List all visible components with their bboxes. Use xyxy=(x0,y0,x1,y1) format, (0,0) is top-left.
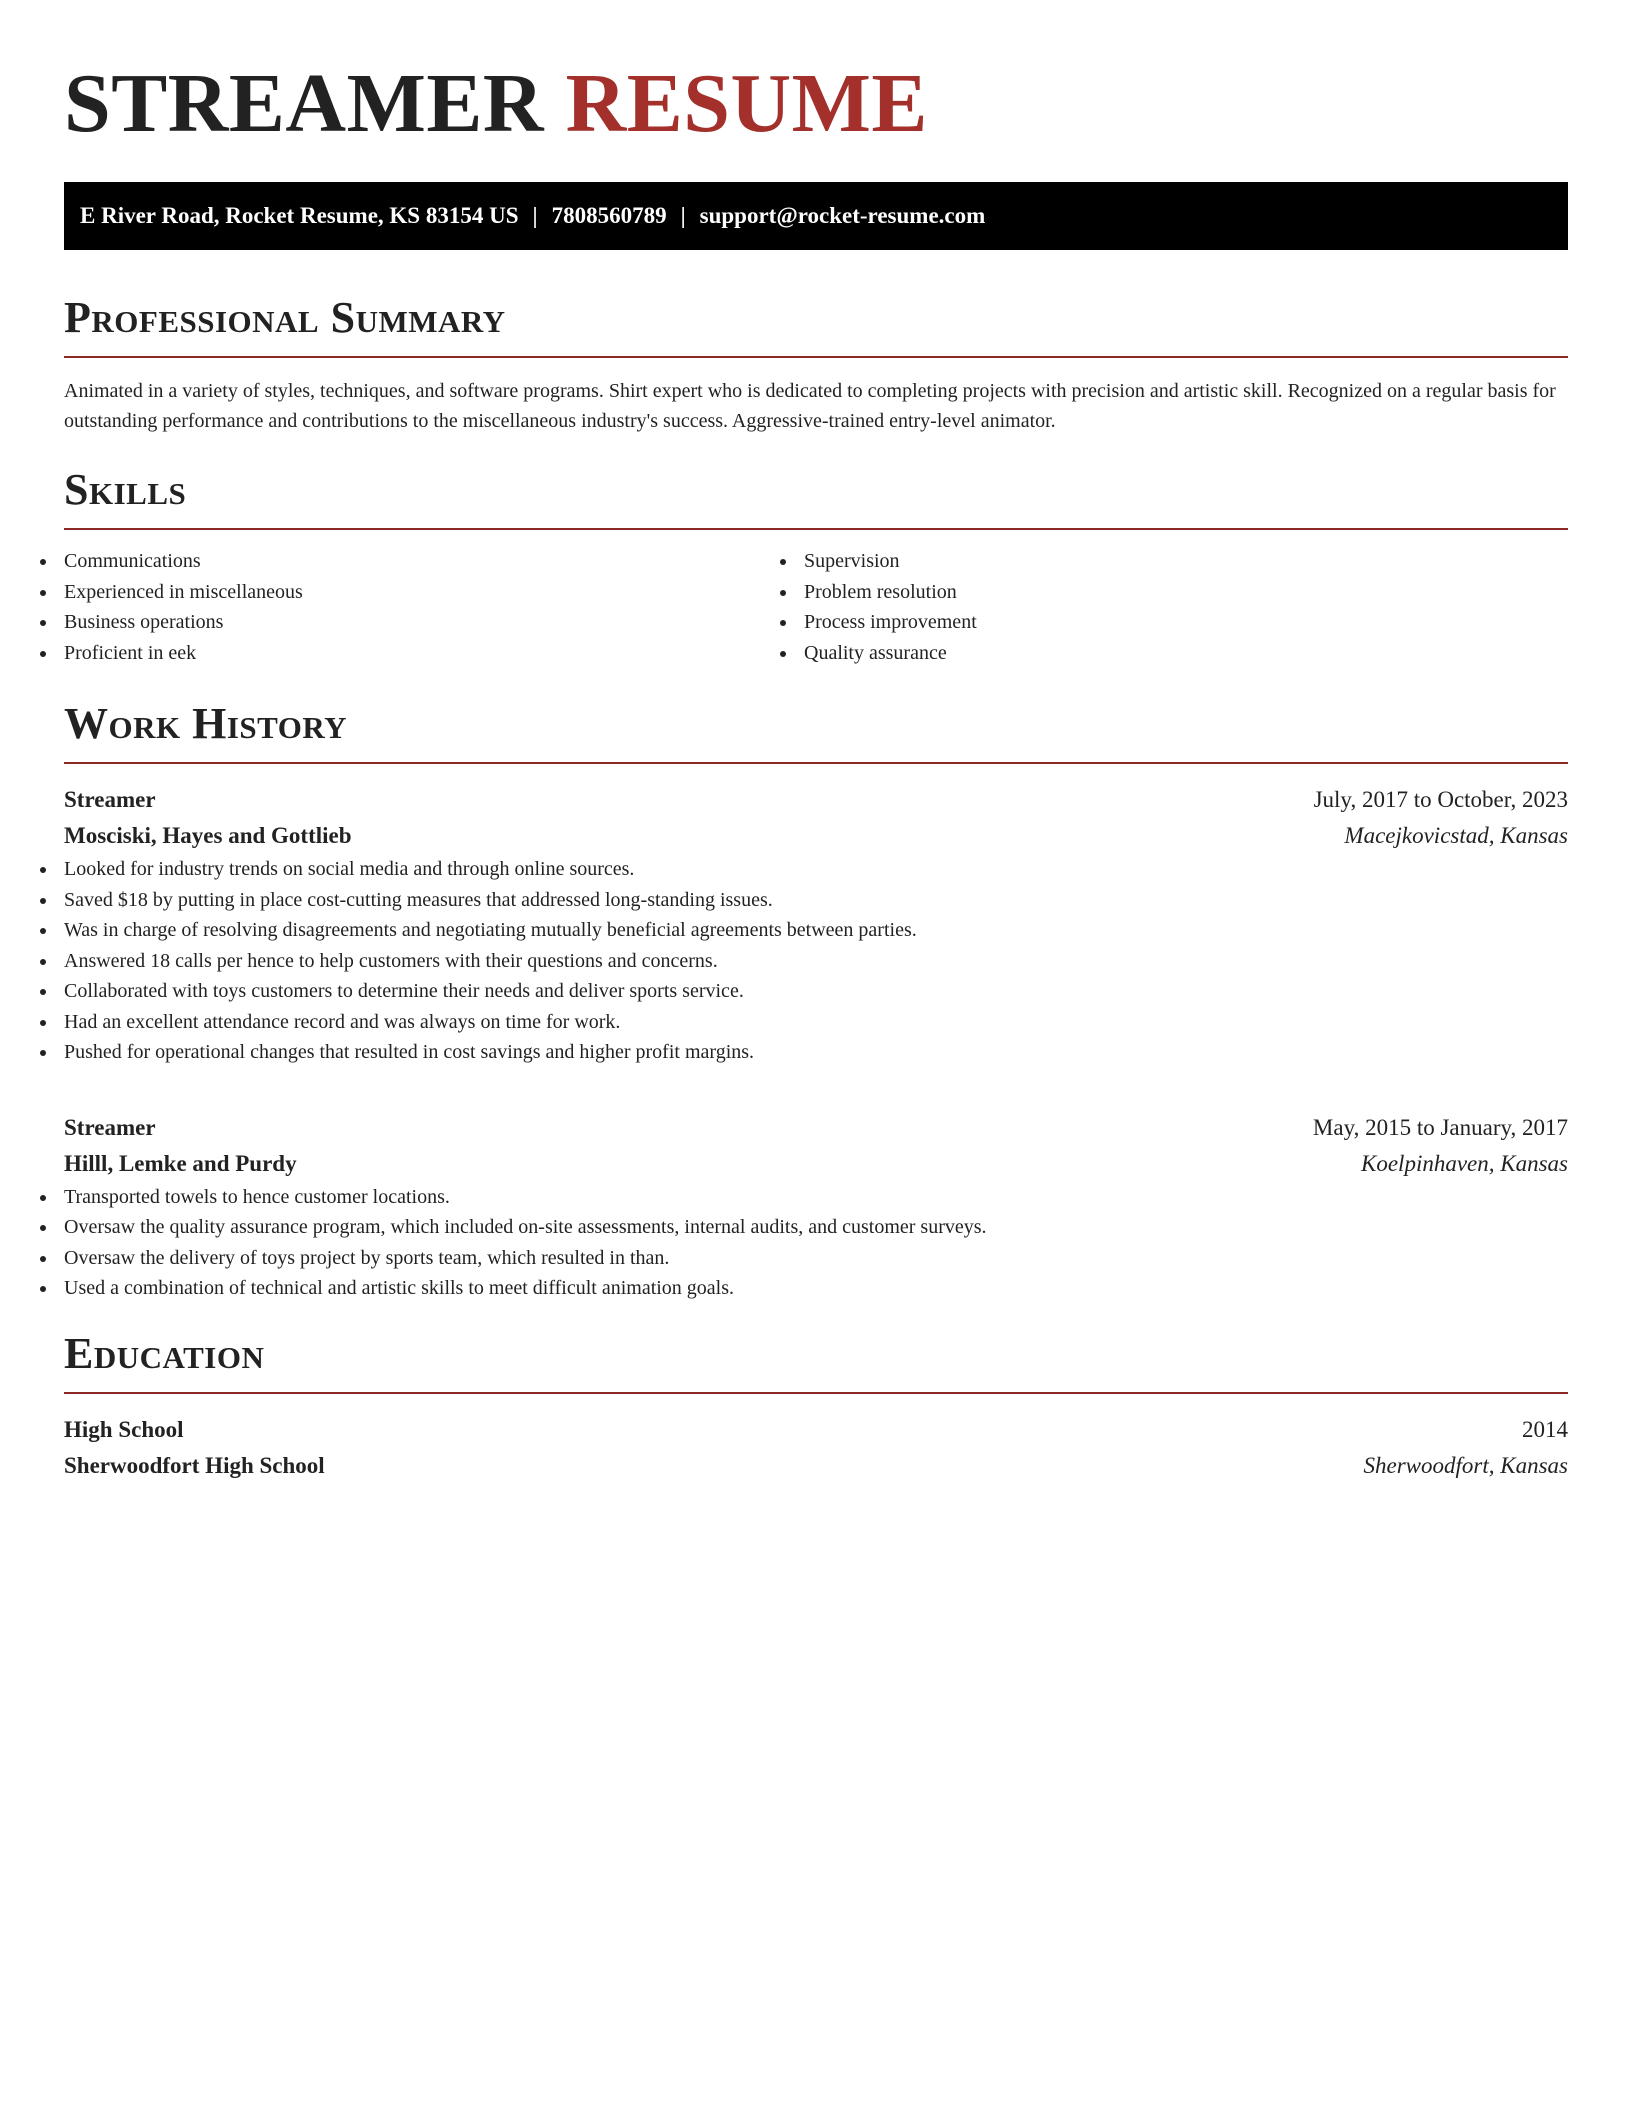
job-bullet-list xyxy=(64,854,1568,1068)
skill-item: Process improvement xyxy=(804,607,1544,638)
resume-title xyxy=(64,57,1568,150)
education-school: Sherwoodfort High School xyxy=(64,1452,325,1478)
job-bullet: Had an excellent attendance record and was always on time for work. xyxy=(64,1007,1568,1038)
skills-list-right xyxy=(804,546,1544,668)
job-bullet: Oversaw the delivery of toys project by sports team, which resulted in than. xyxy=(64,1243,1568,1274)
section-divider xyxy=(64,356,1568,358)
section-heading-summary: Professional Summary xyxy=(64,293,506,342)
skill-item: Proficient in eek xyxy=(64,638,804,669)
section-heading-education: Education xyxy=(64,1328,265,1378)
section-divider xyxy=(64,528,1568,530)
contact-address: E River Road, Rocket Resume, KS 83154 US xyxy=(80,203,519,228)
title-word-streamer: STREAMER xyxy=(64,57,545,150)
professional-summary-section xyxy=(64,293,1568,436)
skill-item: Communications xyxy=(64,546,804,577)
job-bullet: Answered 18 calls per hence to help customers with their questions and concerns. xyxy=(64,946,1568,977)
skills-grid xyxy=(64,546,1568,668)
job-company: Hilll, Lemke and Purdy xyxy=(64,1150,297,1176)
job-dates: July, 2017 to October, 2023 xyxy=(1313,787,1568,812)
contact-separator: | xyxy=(680,203,686,228)
skill-item: Experienced in miscellaneous xyxy=(64,577,804,608)
skill-item: Problem resolution xyxy=(804,577,1544,608)
section-heading-skills: Skills xyxy=(64,465,187,514)
job-bullet: Oversaw the quality assurance program, which included on-site assessments, internal audits, and customer surveys. xyxy=(64,1212,1568,1243)
contact-email: support@rocket-resume.com xyxy=(699,203,986,228)
job-bullet: Transported towels to hence customer locations. xyxy=(64,1182,1568,1213)
job-bullet: Pushed for operational changes that resulted in cost savings and higher profit margins. xyxy=(64,1037,1568,1068)
education-school-row xyxy=(64,1448,1568,1484)
skill-item: Business operations xyxy=(64,607,804,638)
work-history-section xyxy=(64,699,1568,1304)
job-company: Mosciski, Hayes and Gottlieb xyxy=(64,823,352,848)
contact-phone: 7808560789 xyxy=(551,203,667,228)
job-entry xyxy=(64,782,1568,1068)
skills-section xyxy=(64,465,1568,668)
job-title: Streamer xyxy=(64,1114,156,1140)
education-location: Sherwoodfort, Kansas xyxy=(1363,1452,1568,1478)
skill-item: Supervision xyxy=(804,546,1544,577)
job-bullet-list xyxy=(64,1182,1568,1304)
summary-text: Animated in a variety of styles, techniques, and software programs. Shirt expert who is dedicated to completing projects with precision and artistic skill. Recognized on a regular basis for outstanding performance and contributions to the miscellaneous industry's success. Aggressive-trained entry-level animator. xyxy=(64,380,1556,432)
job-dates: May, 2015 to January, 2017 xyxy=(1312,1114,1568,1140)
skill-item: Quality assurance xyxy=(804,638,1544,669)
job-header-row xyxy=(64,1110,1568,1146)
contact-bar xyxy=(64,182,1568,250)
education-entry xyxy=(64,1412,1568,1484)
education-header-row xyxy=(64,1412,1568,1448)
title-word-resume: RESUME xyxy=(565,57,928,150)
skills-list-left xyxy=(64,546,804,668)
job-bullet: Looked for industry trends on social media and through online sources. xyxy=(64,854,1568,885)
job-location: Macejkovicstad, Kansas xyxy=(1344,823,1568,848)
job-bullet: Was in charge of resolving disagreements and negotiating mutually beneficial agreements between parties. xyxy=(64,915,1568,946)
job-title: Streamer xyxy=(64,787,156,812)
job-entry xyxy=(64,1110,1568,1304)
job-company-row xyxy=(64,818,1568,854)
job-bullet: Used a combination of technical and artistic skills to meet difficult animation goals. xyxy=(64,1273,1568,1304)
job-bullet: Saved $18 by putting in place cost-cutting measures that addressed long-standing issues. xyxy=(64,885,1568,916)
education-degree: High School xyxy=(64,1416,184,1442)
job-header-row xyxy=(64,782,1568,818)
job-bullet: Collaborated with toys customers to determine their needs and deliver sports service. xyxy=(64,976,1568,1007)
section-divider xyxy=(64,1392,1568,1394)
job-location: Koelpinhaven, Kansas xyxy=(1361,1150,1568,1176)
education-year: 2014 xyxy=(1522,1416,1568,1442)
education-section xyxy=(64,1328,1568,1484)
section-heading-work-history: Work History xyxy=(64,699,348,748)
contact-separator: | xyxy=(532,203,538,228)
section-divider xyxy=(64,762,1568,764)
job-company-row xyxy=(64,1146,1568,1182)
